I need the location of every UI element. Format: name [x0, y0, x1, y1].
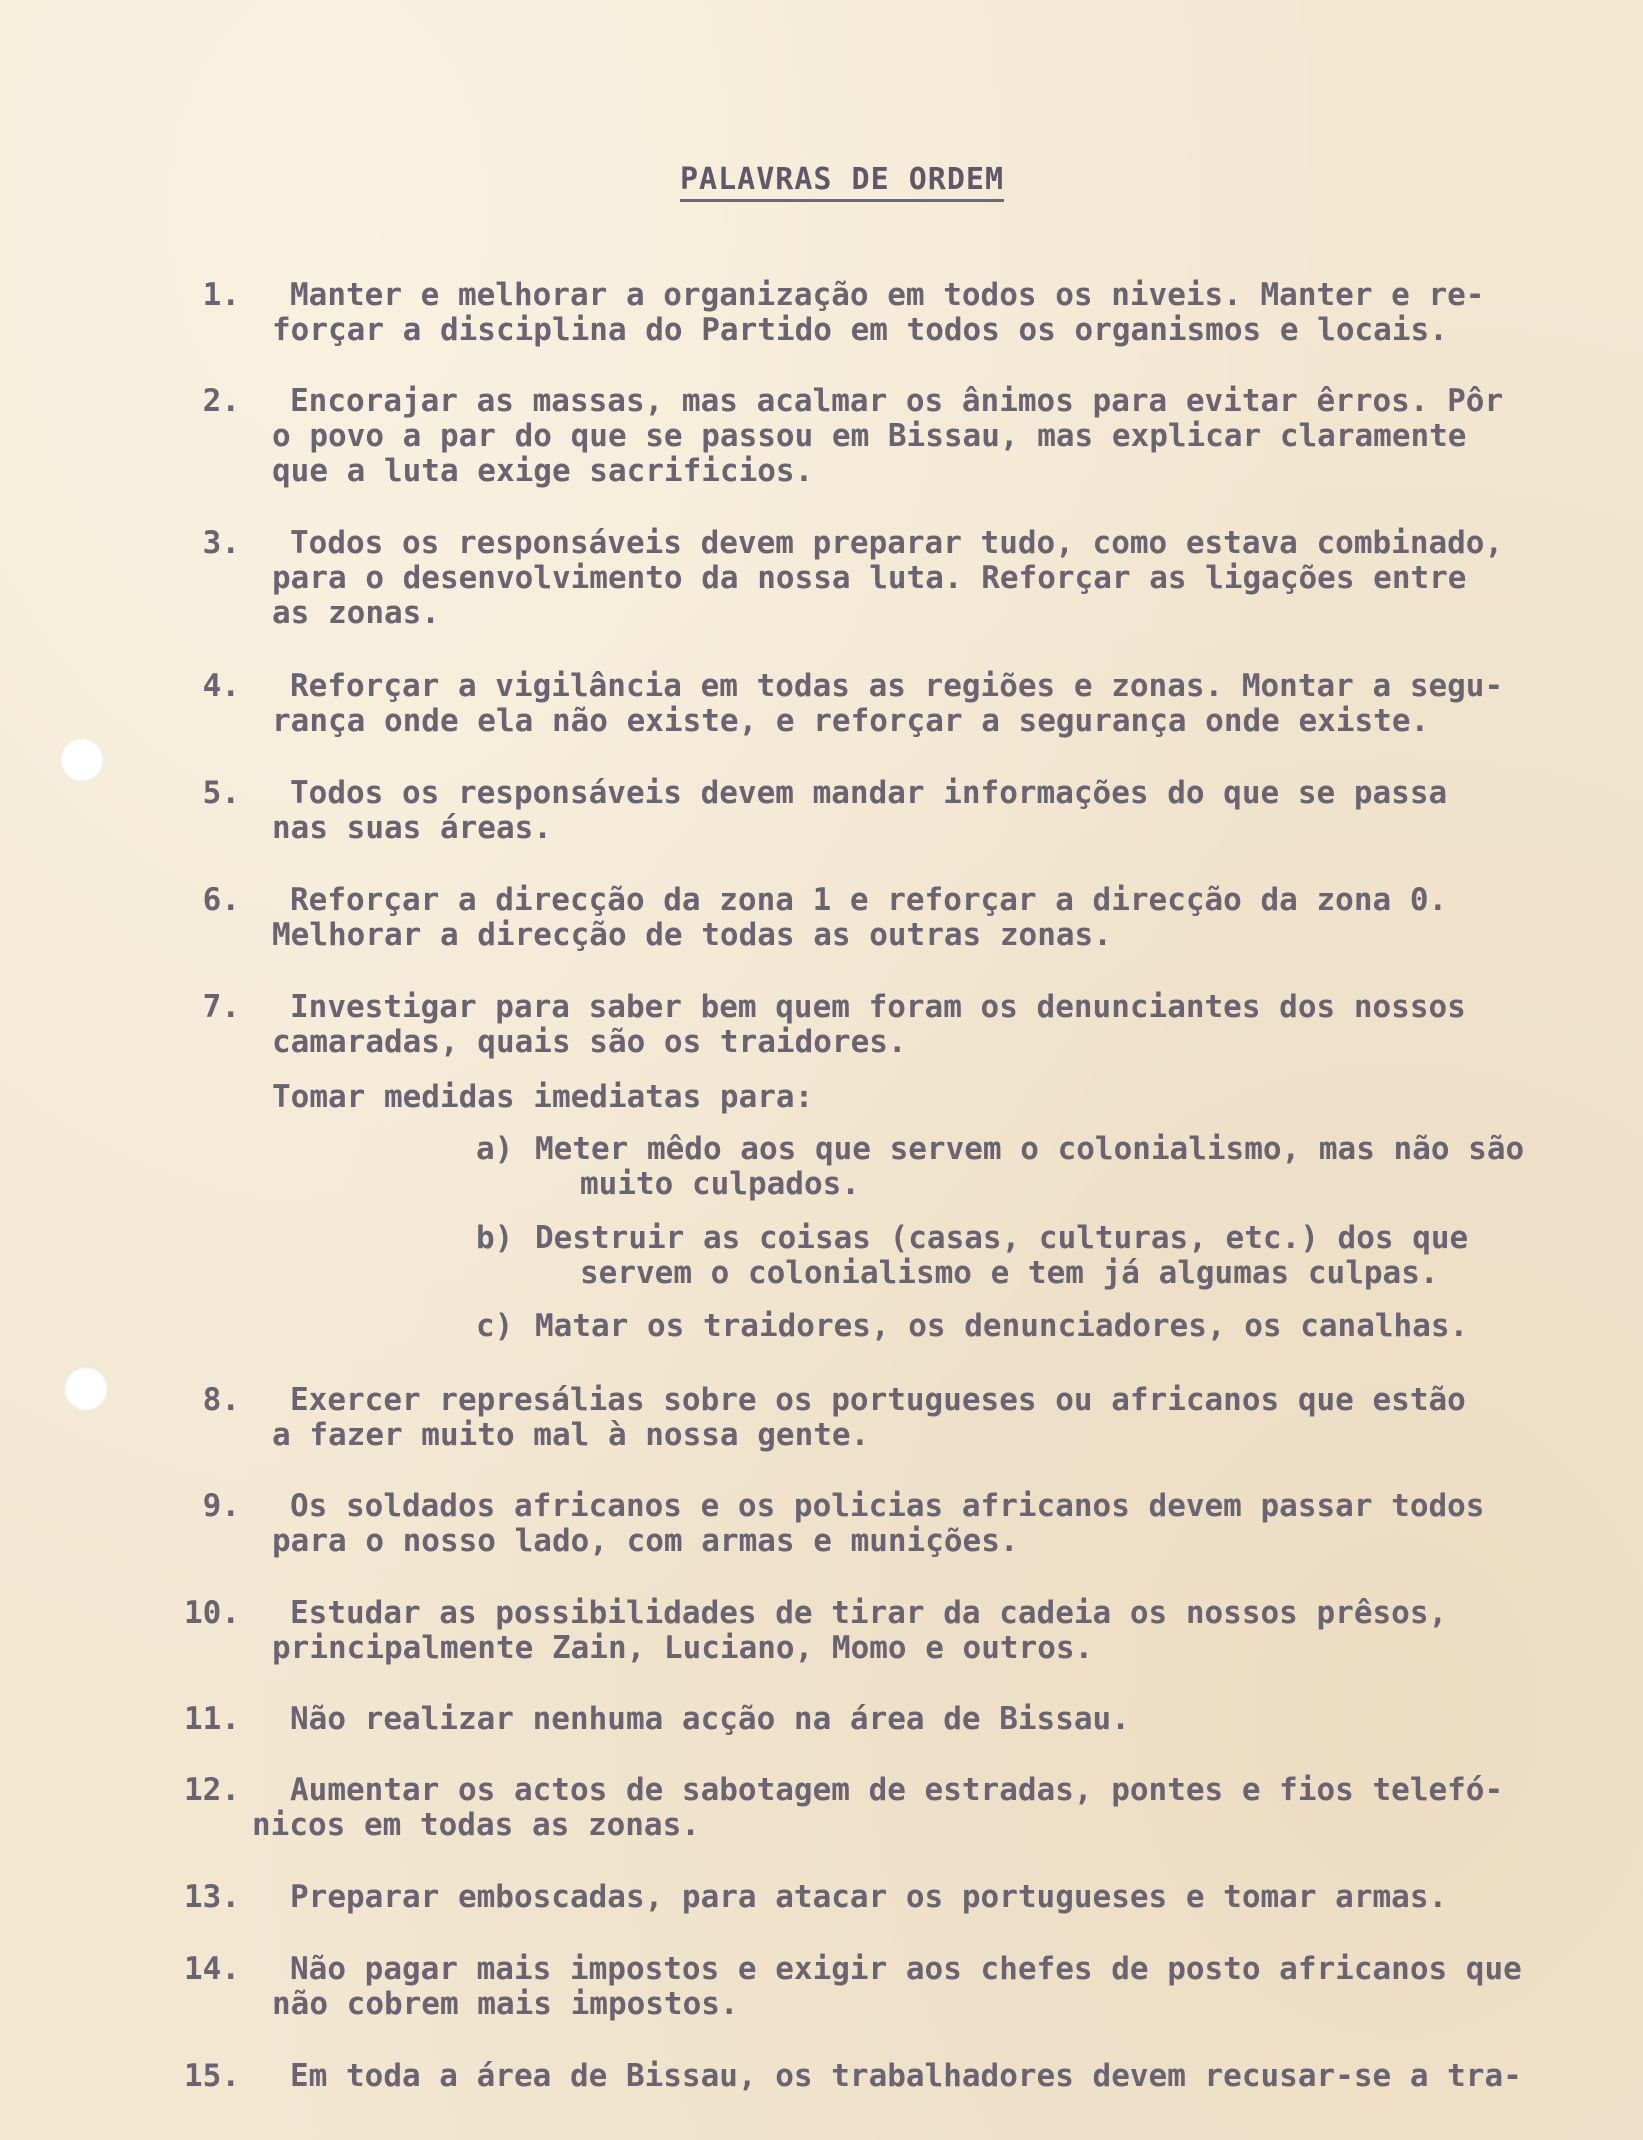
- item-number: 1.: [202, 277, 240, 313]
- item-number: 14.: [184, 1951, 240, 1987]
- item-line: Estudar as possibilidades de tirar da cadeia os nossos prêsos,: [290, 1595, 1448, 1631]
- item-line: forçar a disciplina do Partido em todos os organismos e locais.: [272, 312, 1448, 348]
- item-line: Não pagar mais impostos e exigir aos chefes de posto africanos que: [290, 1951, 1522, 1987]
- item-line: Aumentar os actos de sabotagem de estradas, pontes e fios telefó-: [290, 1772, 1504, 1808]
- item-number: 7.: [202, 989, 240, 1025]
- item-line: não cobrem mais impostos.: [272, 1986, 739, 2022]
- item-line: Encorajar as massas, mas acalmar os ânimos para evitar êrros. Pôr: [290, 383, 1504, 419]
- subitem-line: servem o colonialismo e tem já algumas culpas.: [580, 1255, 1439, 1291]
- item-line: principalmente Zain, Luciano, Momo e outros.: [272, 1630, 1094, 1666]
- item-number: 5.: [202, 775, 240, 811]
- item-line: nicos em todas as zonas.: [252, 1807, 700, 1843]
- item-number: 11.: [184, 1701, 240, 1737]
- item-line: que a luta exige sacrificios.: [272, 453, 814, 489]
- item-line: Manter e melhorar a organização em todos os niveis. Manter e re-: [290, 277, 1485, 313]
- item-number: 2.: [202, 383, 240, 419]
- subitem-line: Matar os traidores, os denunciadores, os canalhas.: [535, 1308, 1469, 1344]
- item-line: Todos os responsáveis devem preparar tudo, como estava combinado,: [290, 525, 1504, 561]
- item-line: Preparar emboscadas, para atacar os portugueses e tomar armas.: [290, 1879, 1448, 1915]
- subitem-label: a): [476, 1131, 514, 1167]
- item-number: 6.: [202, 882, 240, 918]
- item-7-intro: Tomar medidas imediatas para:: [272, 1079, 814, 1115]
- item-line: a fazer muito mal à nossa gente.: [272, 1417, 870, 1453]
- page-title: PALAVRAS DE ORDEM: [680, 162, 1004, 202]
- item-line: rança onde ela não existe, e reforçar a segurança onde existe.: [272, 703, 1430, 739]
- item-line: Investigar para saber bem quem foram os denunciantes dos nossos: [290, 989, 1466, 1025]
- item-line: Em toda a área de Bissau, os trabalhadores devem recusar-se a tra-: [290, 2058, 1522, 2094]
- item-line: Exercer represálias sobre os portugueses ou africanos que estão: [290, 1382, 1466, 1418]
- item-line: Não realizar nenhuma acção na área de Bissau.: [290, 1701, 1130, 1737]
- item-number: 9.: [202, 1488, 240, 1524]
- item-line: Reforçar a direcção da zona 1 e reforçar a direcção da zona 0.: [290, 882, 1448, 918]
- item-line: camaradas, quais são os traidores.: [272, 1024, 907, 1060]
- binder-hole-top: [60, 738, 104, 782]
- item-number: 10.: [184, 1595, 240, 1631]
- item-line: para o desenvolvimento da nossa luta. Reforçar as ligações entre: [272, 560, 1467, 596]
- item-line: Todos os responsáveis devem mandar informações do que se passa: [290, 775, 1448, 811]
- item-line: nas suas áreas.: [272, 810, 552, 846]
- item-line: Os soldados africanos e os policias africanos devem passar todos: [290, 1488, 1485, 1524]
- item-number: 8.: [202, 1382, 240, 1418]
- item-number: 3.: [202, 525, 240, 561]
- binder-hole-bottom: [64, 1367, 108, 1411]
- item-line: o povo a par do que se passou em Bissau, mas explicar claramente: [272, 418, 1467, 454]
- item-line: Reforçar a vigilância em todas as regiões e zonas. Montar a segu-: [290, 668, 1504, 704]
- item-line: Melhorar a direcção de todas as outras zonas.: [272, 917, 1112, 953]
- subitem-label: c): [476, 1308, 514, 1344]
- item-number: 15.: [184, 2058, 240, 2094]
- item-number: 13.: [184, 1879, 240, 1915]
- subitem-line: Meter mêdo aos que servem o colonialismo, mas não são: [535, 1131, 1525, 1167]
- item-number: 12.: [184, 1772, 240, 1808]
- subitem-label: b): [476, 1220, 514, 1256]
- subitem-line: muito culpados.: [580, 1166, 860, 1202]
- item-line: para o nosso lado, com armas e munições.: [272, 1523, 1019, 1559]
- item-line: as zonas.: [272, 595, 440, 631]
- subitem-line: Destruir as coisas (casas, culturas, etc.) dos que: [535, 1220, 1469, 1256]
- item-number: 4.: [202, 668, 240, 704]
